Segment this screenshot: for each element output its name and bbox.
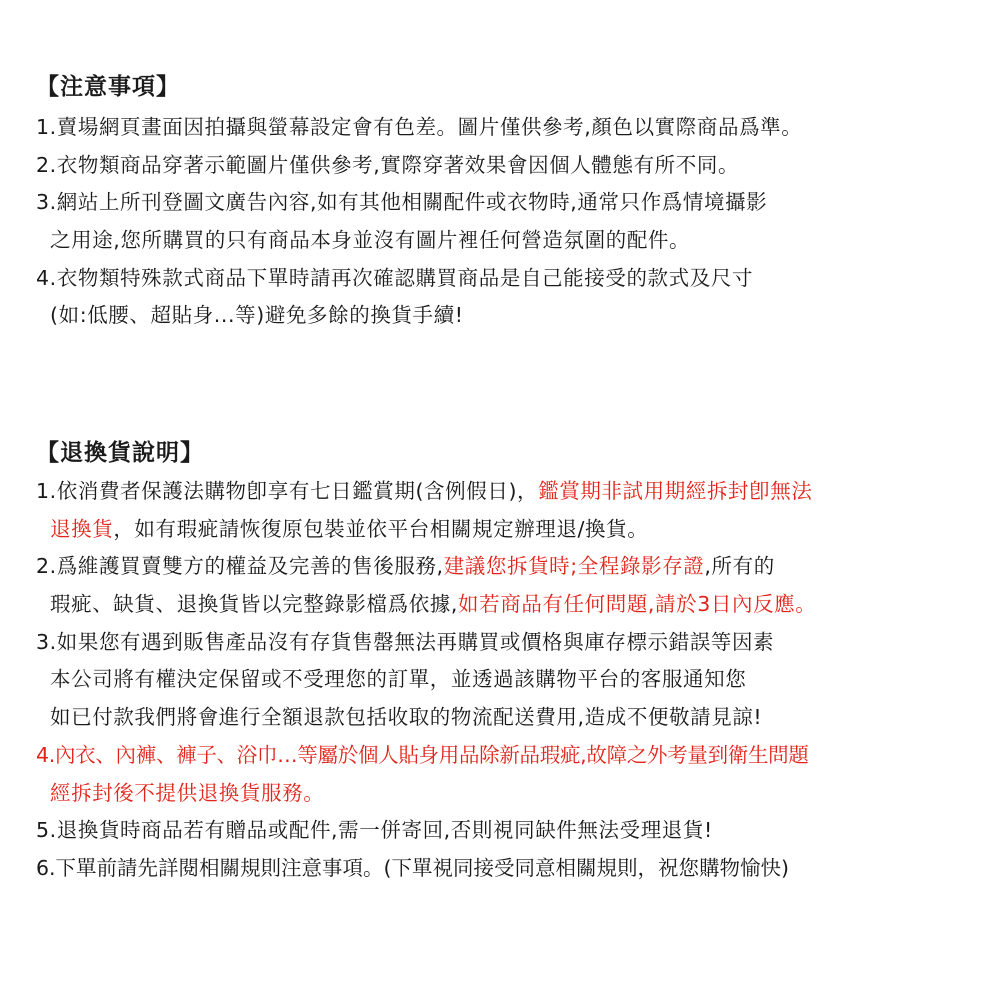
returns-item-2-highlight: 建議您拆貨時;全程錄影存證	[443, 554, 705, 579]
returns-item-1-text-continued: ，如有瑕疵請恢復原包裝並依平台相關規定辦理退/換貨。	[113, 516, 649, 541]
returns-item-1-text: 1.依消費者保護法購物卽享有七日鑑賞期(含例假日)，	[36, 479, 539, 503]
returns-item-3-continued-2: 如已付款我們將會進行全額退款包括收取的物流配送費用,造成不便敬請見諒!	[50, 705, 763, 730]
returns-item-2-text: 2.爲維護買賣雙方的權益及完善的售後服務,	[36, 554, 444, 579]
notice-section	[36, 71, 966, 335]
returns-item-2-text-continued: 瑕疵、缺貨、退換貨皆以完整錄影檔爲依據,	[50, 592, 459, 617]
returns-item-1	[36, 473, 966, 511]
notice-item-2: 2.衣物類商品穿著示範圖片僅供參考,實際穿著效果會因個人體態有所不同。	[36, 152, 740, 177]
notice-heading: 【注意事項】	[36, 74, 180, 100]
returns-item-2-text-end: ,所有的	[704, 554, 775, 579]
notice-item-4: 4.衣物類特殊款式商品下單時請再次確認購買商品是自己能接受的款式及尺寸	[36, 265, 754, 290]
returns-item-2	[36, 548, 966, 586]
notice-item-1: 1.賣場網頁畫面因拍攝與螢幕設定會有色差。圖片僅供參考,顏色以實際商品爲準。	[36, 115, 803, 139]
notice-item-3-continued: 之用途,您所購買的只有商品本身並沒有圖片裡任何營造氛圍的配件。	[50, 228, 691, 253]
returns-item-2-highlight-continued: 如若商品有任何問題,請於3日內反應。	[458, 592, 817, 617]
returns-item-5: 5.退換貨時商品若有贈品或配件,需一併寄回,否則視同缺件無法受理退貨!	[36, 818, 713, 843]
notice-item-4-continued: (如:低腰、超貼身...等)避免多餘的換貨手續!	[50, 303, 464, 328]
returns-section	[36, 437, 966, 888]
notice-item-3: 3.網站上所刊登圖文廣告內容,如有其他相關配件或衣物時,通常只作爲情境攝影	[36, 190, 768, 215]
returns-item-2-continued	[36, 586, 966, 624]
returns-item-6: 6.下單前請先詳閱相關規則注意事項。(下單視同接受同意相關規則，祝您購物愉快)	[36, 855, 790, 880]
returns-item-4-continued: 經拆封後不提供退換貨服務。	[50, 780, 325, 805]
notice-list	[36, 109, 966, 335]
returns-item-1-highlight-continued: 退換貨	[50, 516, 114, 541]
returns-item-3: 3.如果您有遇到販售產品沒有存貨售罄無法再購買或價格與庫存標示錯誤等因素	[36, 629, 775, 654]
returns-item-4: 4.內衣、內褲、褲子、浴巾…等屬於個人貼身用品除新品瑕疵,故障之外考量到衛生問題	[36, 742, 809, 767]
returns-list	[36, 473, 966, 888]
returns-item-1-highlight: 鑑賞期非試用期經拆封卽無法	[538, 479, 813, 503]
returns-heading: 【退換貨說明】	[36, 440, 204, 466]
returns-item-1-continued	[36, 511, 966, 549]
returns-item-3-continued-1: 本公司將有權決定保留或不受理您的訂單，並透過該購物平台的客服通知您	[50, 667, 747, 692]
